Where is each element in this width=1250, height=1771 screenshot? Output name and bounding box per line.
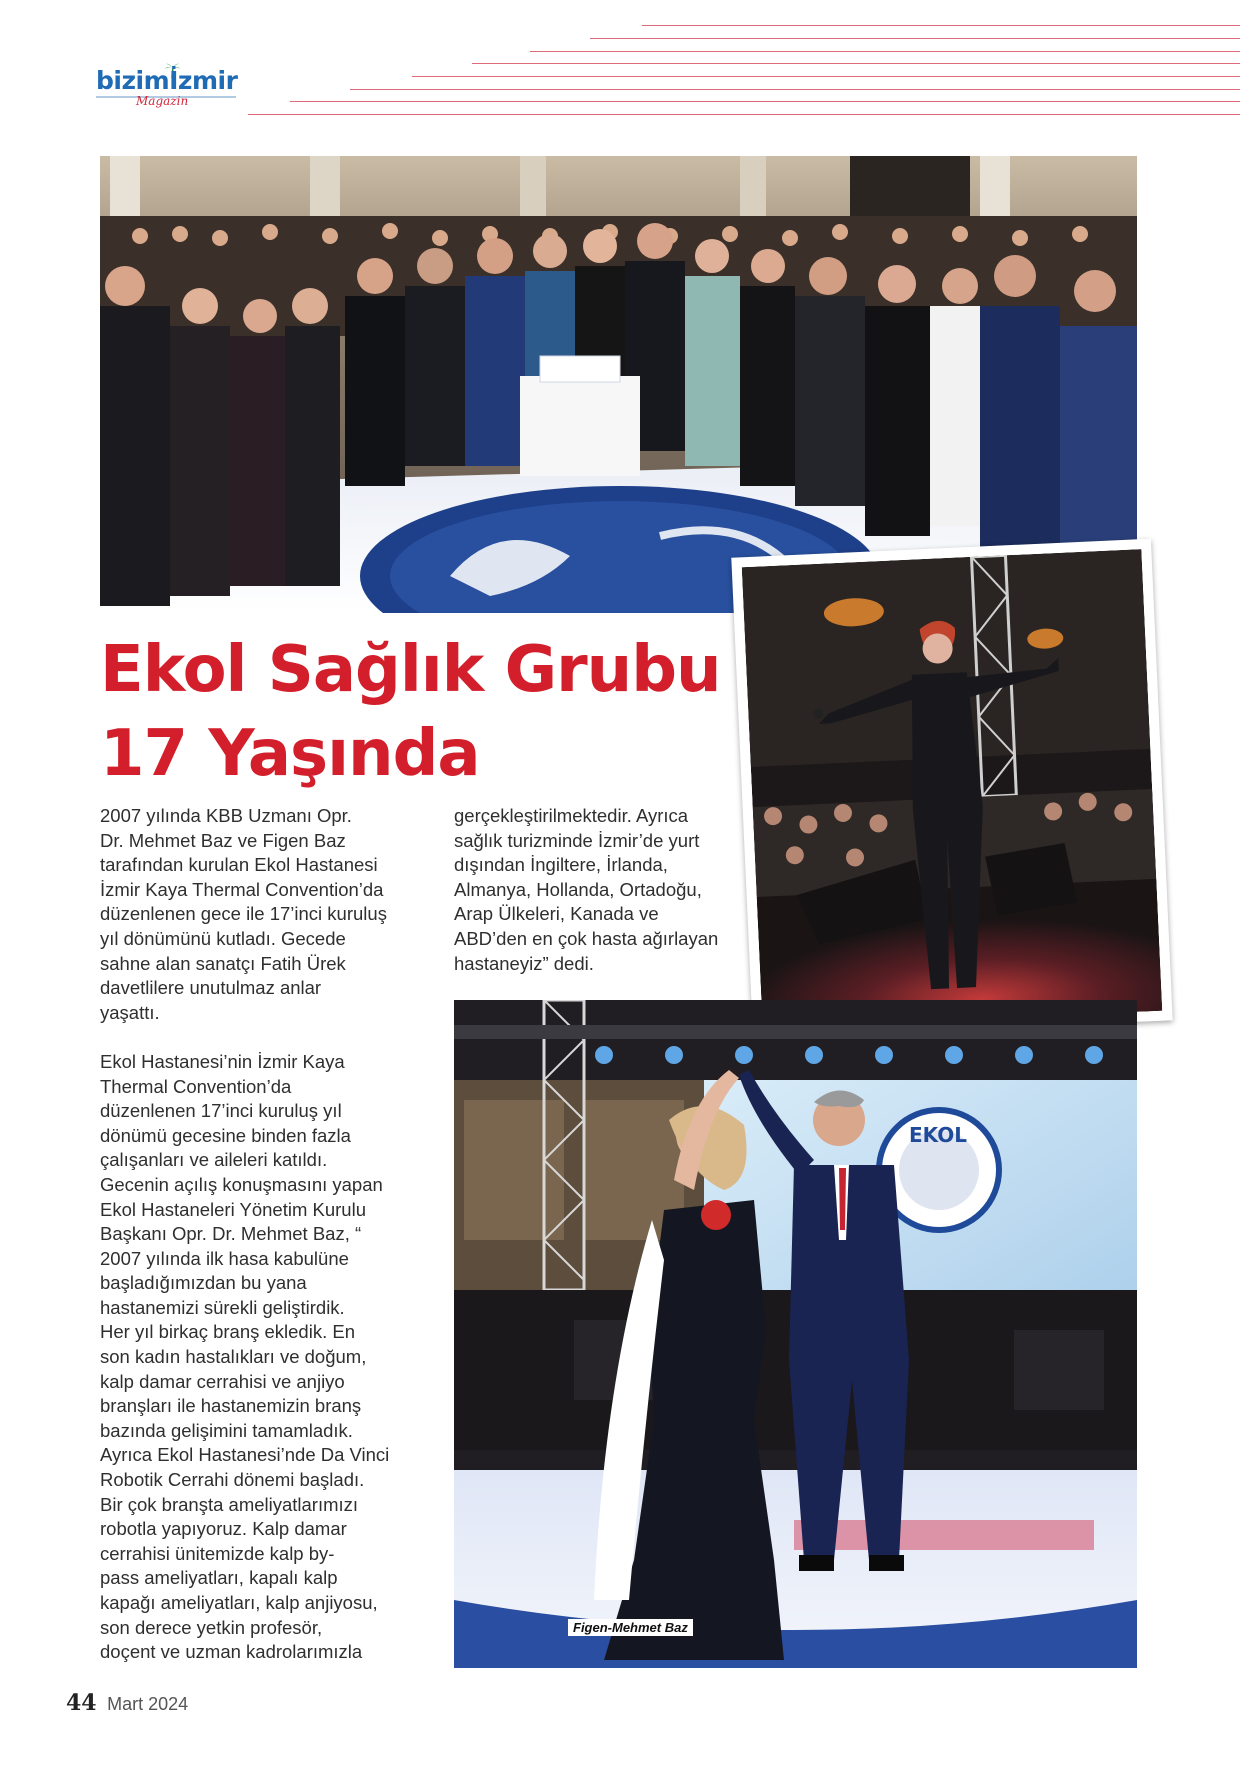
article-text-line: Her yıl birkaç branş ekledik. En: [100, 1321, 355, 1343]
article-paragraph-3: [454, 804, 774, 976]
article-text-line: robotla yapıyoruz. Kalp damar: [100, 1518, 347, 1540]
article-text-line: Dr. Mehmet Baz ve Figen Baz: [100, 829, 346, 851]
article-text-line: pass ameliyatları, kapalı kalp: [100, 1567, 338, 1589]
article-text-line: İzmir Kaya Thermal Convention’da: [100, 878, 384, 900]
article-text-line: hastanemizi sürekli geliştirdik.: [100, 1296, 345, 1318]
title-line-2: 17 Yaşında: [100, 717, 480, 791]
article-text-line: Ekol Hastaneleri Yönetim Kurulu: [100, 1198, 366, 1220]
article-text-line: tarafından kurulan Ekol Hastanesi: [100, 854, 378, 876]
article-text-line: ABD’den en çok hasta ağırlayan: [454, 927, 719, 949]
article-text-line: çalışanları ve aileleri katıldı.: [100, 1149, 328, 1171]
article-text-line: kapağı ameliyatları, kalp anjiyosu,: [100, 1592, 378, 1613]
article-text-line: branşları ile hastanemizin branş: [100, 1395, 362, 1417]
article-text-line: son derece yetkin profesör,: [100, 1616, 323, 1638]
article-column-1: [100, 804, 435, 1665]
logo-wordmark: bizimİzmir: [96, 66, 238, 95]
article-title: [100, 628, 740, 796]
article-text-line: sağlık turizminde İzmir’de yurt: [454, 829, 700, 851]
article-text-line: son kadın hastalıkları ve doğum,: [100, 1346, 367, 1368]
article-text-line: Almanya, Hollanda, Ortadoğu,: [454, 878, 702, 900]
article-text-line: Thermal Convention’da: [100, 1075, 292, 1097]
article-column-2: [454, 804, 774, 976]
article-text-line: davetlilere unutulmaz anlar: [100, 977, 322, 999]
logo-subtitle: Magazin: [136, 94, 189, 108]
singer-photo-frame: [731, 539, 1172, 1040]
singer-photo: [742, 549, 1163, 1029]
article-text-line: Arap Ülkeleri, Kanada ve: [454, 903, 659, 925]
article-text-line: Gecenin açılış konuşmasını yapan: [100, 1173, 383, 1195]
article-text-line: gerçekleştirilmektedir. Ayrıca: [454, 805, 689, 826]
article-text-line: cerrahisi ünitemizde kalp by-: [100, 1542, 335, 1564]
article-text-line: bazında gelişimini tamamladık.: [100, 1419, 353, 1441]
article-text-line: başladığımızdan bu yana: [100, 1272, 307, 1294]
article-paragraph-1: [100, 804, 435, 1025]
stage-logo-text: EKOL: [909, 1123, 968, 1147]
magazine-logo: [96, 62, 246, 112]
article-text-line: Robotik Cerrahi dönemi başladı.: [100, 1469, 365, 1491]
article-text-line: hastaneyiz” dedi.: [454, 952, 594, 974]
page-number: 44: [66, 1690, 97, 1716]
article-text-line: Bir çok branşta ameliyatlarımızı: [100, 1493, 359, 1515]
article-text-line: yaşattı.: [100, 1001, 160, 1023]
article-text-line: yıl dönümünü kutladı. Gecede: [100, 927, 346, 949]
article-text-line: kalp damar cerrahisi ve anjiyo: [100, 1370, 345, 1392]
photo-caption: Figen-Mehmet Baz: [568, 1619, 693, 1636]
article-text-line: düzenlenen gece ile 17’inci kuruluş: [100, 903, 387, 925]
article-text-line: dönümü gecesine binden fazla: [100, 1124, 351, 1146]
article-text-line: 2007 yılında ilk hasa kabulüne: [100, 1247, 349, 1269]
couple-photo: [454, 1000, 1137, 1668]
article-text-line: düzenlenen 17’inci kuruluş yıl: [100, 1100, 342, 1122]
issue-date: Mart 2024: [107, 1694, 189, 1714]
title-line-1: Ekol Sağlık Grubu: [100, 633, 721, 707]
article-text-line: sahne alan sanatçı Fatih Ürek: [100, 952, 346, 974]
article-text-line: Başkanı Opr. Dr. Mehmet Baz, “: [100, 1223, 362, 1245]
group-photo: [100, 156, 1137, 613]
article-text-line: dışından İngiltere, İrlanda,: [454, 854, 668, 876]
article-text-line: Ayrıca Ekol Hastanesi’nde Da Vinci: [100, 1444, 390, 1466]
article-text-line: Ekol Hastanesi’nin İzmir Kaya: [100, 1050, 345, 1072]
article-text-line: doçent ve uzman kadrolarımızla: [100, 1641, 363, 1663]
article-text-line: 2007 yılında KBB Uzmanı Opr.: [100, 805, 352, 826]
article-paragraph-2: [100, 1050, 435, 1665]
page-footer: [66, 1690, 188, 1716]
